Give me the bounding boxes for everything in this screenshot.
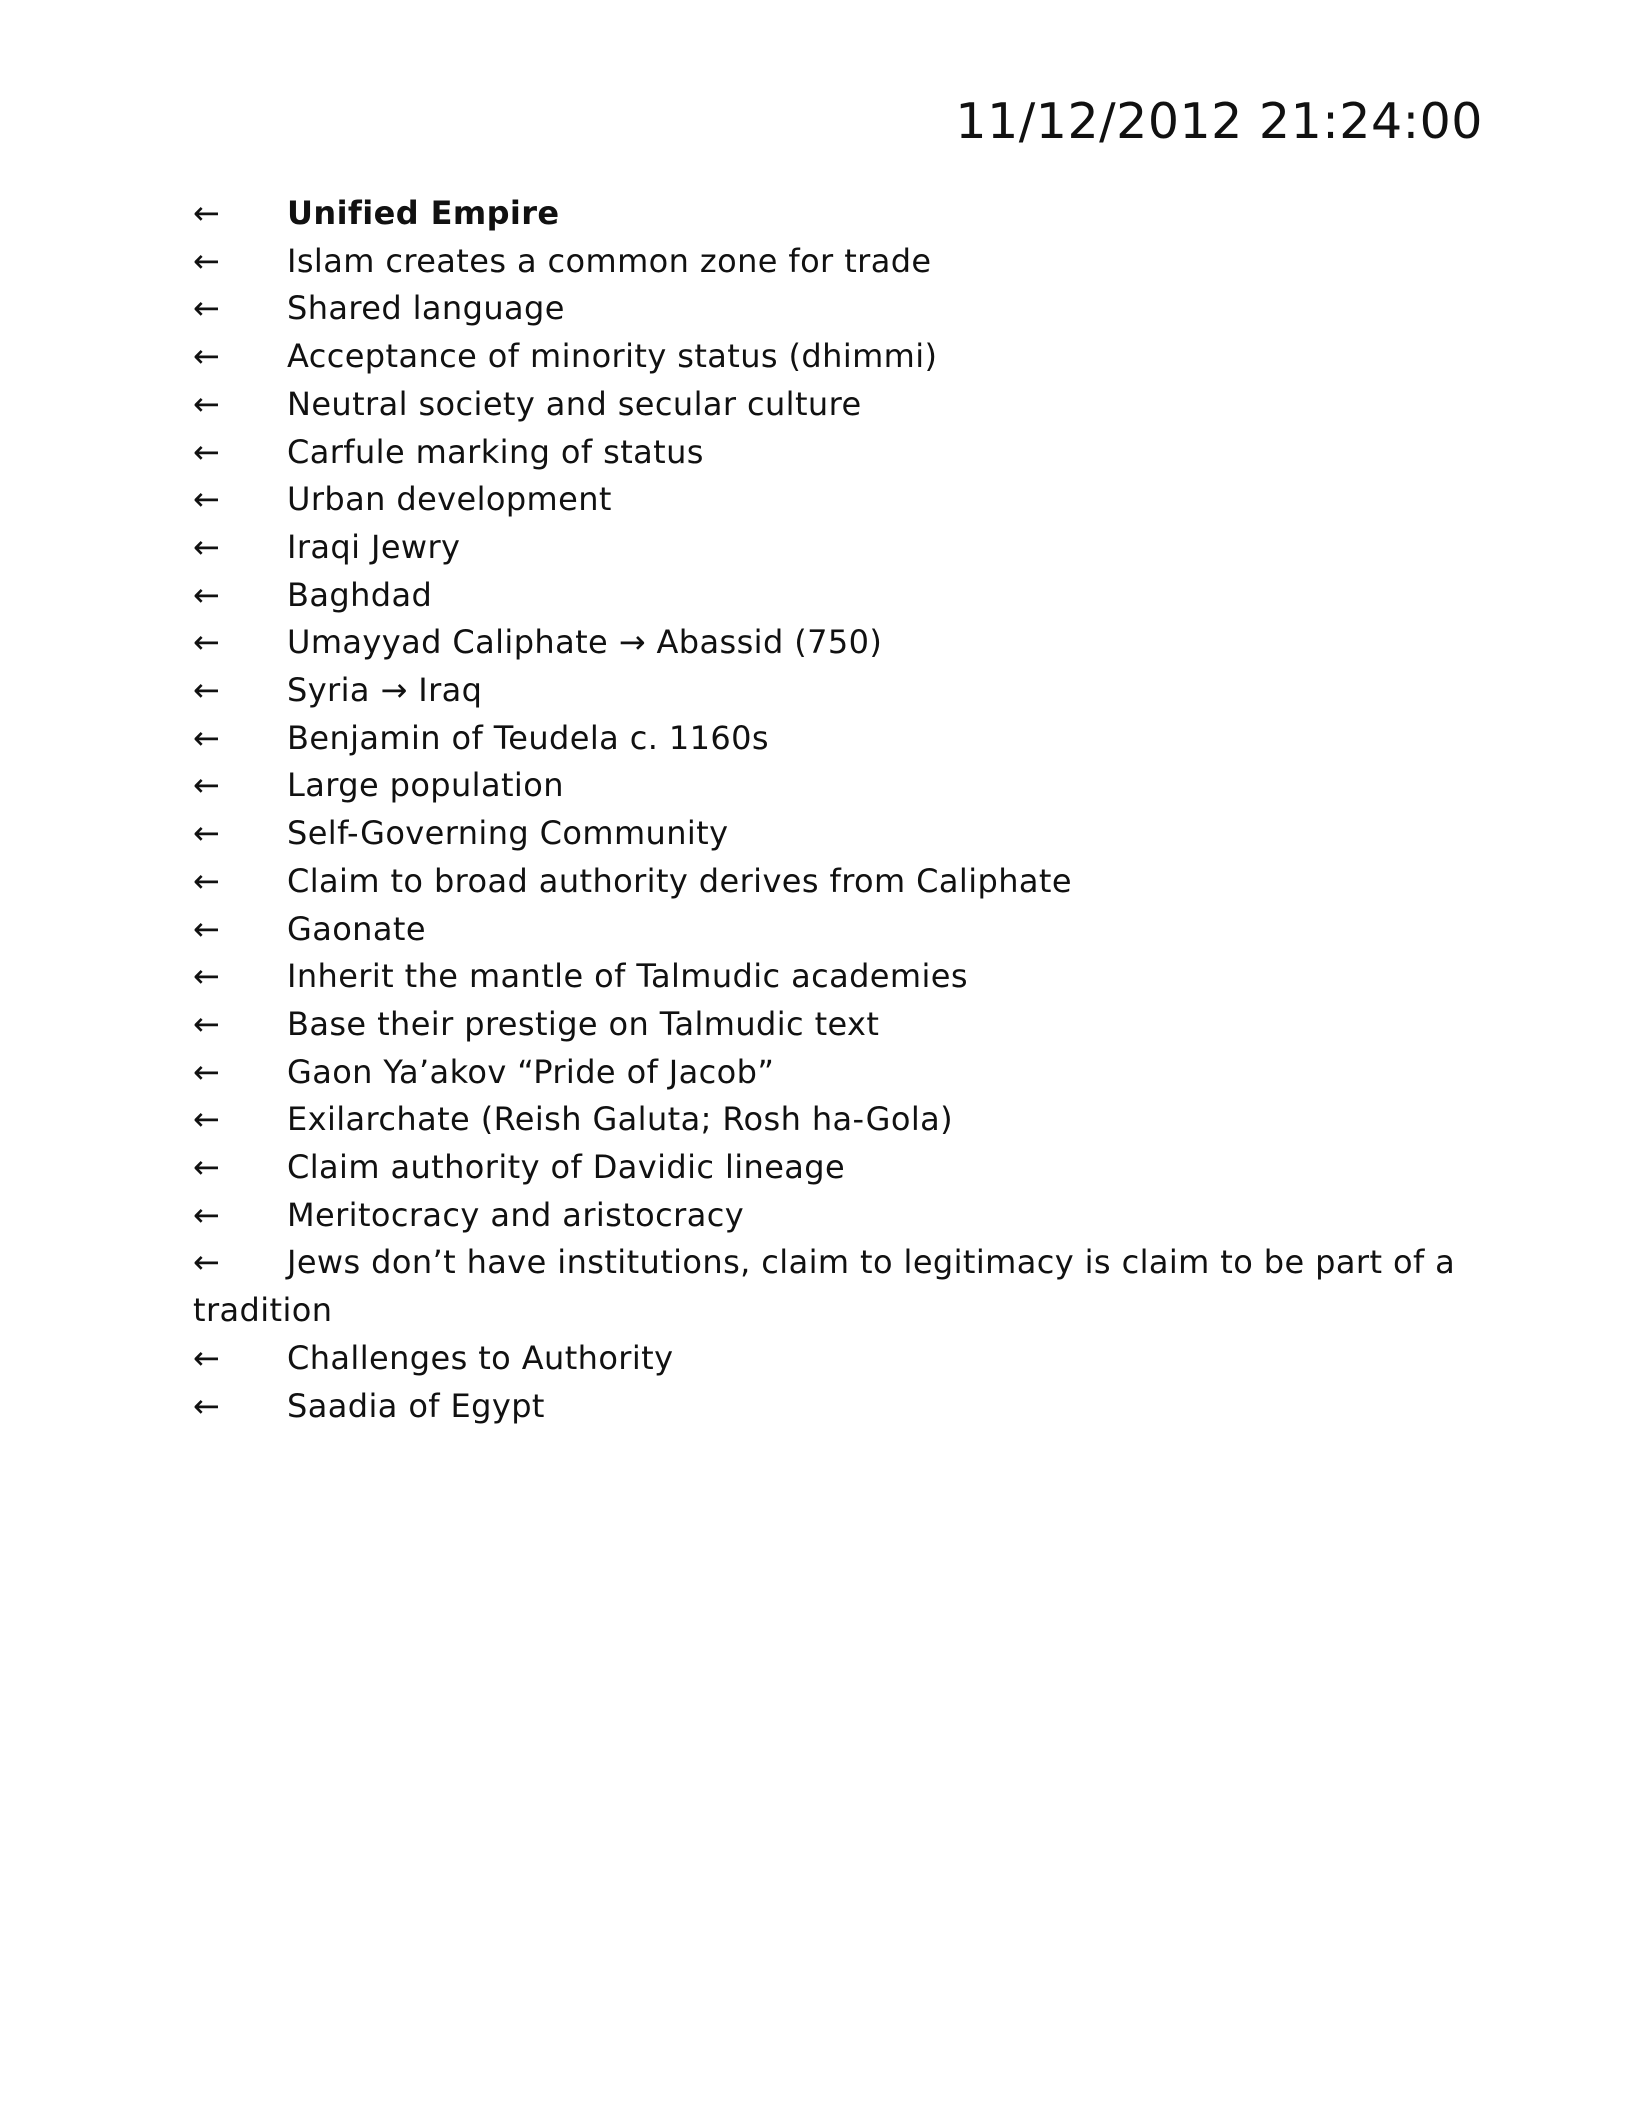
list-item <box>193 858 1483 906</box>
list-item-text: Claim authority of Davidic lineage <box>287 1148 846 1187</box>
left-arrow-icon: ← <box>193 814 221 853</box>
left-arrow-icon: ← <box>193 1148 221 1187</box>
list-item-text: Neutral society and secular culture <box>287 384 862 423</box>
left-arrow-icon: ← <box>193 671 221 710</box>
list-item-text: Base their prestige on Talmudic text <box>287 1004 880 1043</box>
list-item <box>193 619 1483 667</box>
list-item <box>193 810 1483 858</box>
list-item-text: Large population <box>287 766 564 805</box>
list-item <box>193 906 1483 954</box>
list-item-text: Gaon Ya’akov “Pride of Jacob” <box>287 1052 775 1091</box>
left-arrow-icon: ← <box>193 1243 221 1282</box>
list-item <box>193 1049 1483 1097</box>
list-item-text: Acceptance of minority status (dhimmi) <box>287 337 938 376</box>
left-arrow-icon: ← <box>193 1338 221 1377</box>
left-arrow-icon: ← <box>193 1195 221 1234</box>
list-item-text: Urban development <box>287 480 612 519</box>
list-item-text: Saadia of Egypt <box>287 1386 545 1425</box>
list-item-text: Shared language <box>287 289 565 328</box>
list-item <box>193 285 1483 333</box>
list-item-text: Meritocracy and aristocracy <box>287 1195 745 1234</box>
list-item-text: Inherit the mantle of Talmudic academies <box>287 957 968 996</box>
left-arrow-icon: ← <box>193 1052 221 1091</box>
notes-list <box>193 190 1483 1430</box>
list-item-text: Benjamin of Teudela c. 1160s <box>287 718 769 757</box>
left-arrow-icon: ← <box>193 909 221 948</box>
left-arrow-icon: ← <box>193 1100 221 1139</box>
list-item <box>193 667 1483 715</box>
left-arrow-icon: ← <box>193 432 221 471</box>
list-item <box>193 572 1483 620</box>
left-arrow-icon: ← <box>193 480 221 519</box>
left-arrow-icon: ← <box>193 194 221 232</box>
document-timestamp: 11/12/2012 21:24:00 <box>955 93 1483 150</box>
list-item <box>193 476 1483 524</box>
list-item <box>193 524 1483 572</box>
list-item <box>193 1335 1483 1383</box>
left-arrow-icon: ← <box>193 337 221 376</box>
list-item <box>193 1144 1483 1192</box>
list-item <box>193 1001 1483 1049</box>
left-arrow-icon: ← <box>193 527 221 566</box>
list-item-text: Challenges to Authority <box>287 1338 674 1377</box>
left-arrow-icon: ← <box>193 289 221 328</box>
list-item <box>193 1192 1483 1240</box>
left-arrow-icon: ← <box>193 1004 221 1043</box>
list-item-text: Self-Governing Community <box>287 814 729 853</box>
list-item <box>193 190 1483 238</box>
list-item <box>193 429 1483 477</box>
list-item <box>193 238 1483 286</box>
list-item-text: Syria → Iraq <box>287 671 483 710</box>
left-arrow-icon: ← <box>193 766 221 805</box>
left-arrow-icon: ← <box>193 957 221 996</box>
list-item <box>193 715 1483 763</box>
left-arrow-icon: ← <box>193 861 221 900</box>
list-item <box>193 1239 1483 1334</box>
list-item-text: Unified Empire <box>287 194 560 232</box>
list-item-text: Exilarchate (Reish Galuta; Rosh ha-Gola) <box>287 1100 954 1139</box>
list-item-text: Iraqi Jewry <box>287 527 461 566</box>
list-item <box>193 381 1483 429</box>
list-item-text: Gaonate <box>287 909 426 948</box>
list-item <box>193 762 1483 810</box>
left-arrow-icon: ← <box>193 575 221 614</box>
list-item-text: Claim to broad authority derives from Caliphate <box>287 861 1072 900</box>
left-arrow-icon: ← <box>193 241 221 280</box>
left-arrow-icon: ← <box>193 623 221 662</box>
left-arrow-icon: ← <box>193 1386 221 1425</box>
left-arrow-icon: ← <box>193 718 221 757</box>
list-item-text: Baghdad <box>287 575 433 614</box>
left-arrow-icon: ← <box>193 384 221 423</box>
list-item <box>193 1383 1483 1431</box>
list-item-text: Umayyad Caliphate → Abassid (750) <box>287 623 883 662</box>
list-item-text: Jews don’t have institutions, claim to legitimacy is claim to be part of a tradition <box>193 1243 1456 1330</box>
list-item <box>193 1096 1483 1144</box>
list-item <box>193 953 1483 1001</box>
list-item-text: Islam creates a common zone for trade <box>287 241 932 280</box>
list-item <box>193 333 1483 381</box>
list-item-text: Carfule marking of status <box>287 432 704 471</box>
